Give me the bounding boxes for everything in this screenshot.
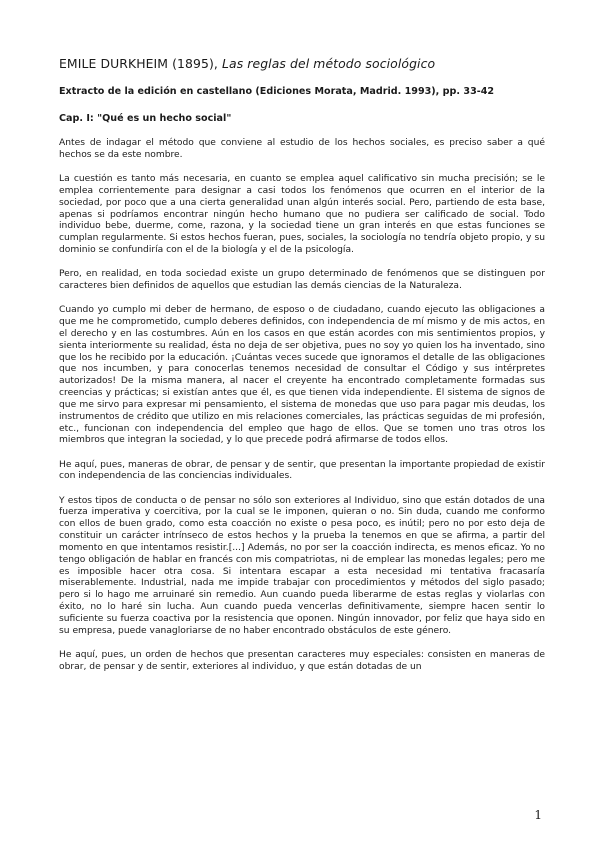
paragraph: Y estos tipos de conducta o de pensar no sólo son exteriores al Individuo, sino que están dotados de una fuerza imperativa y coercitiva, por la cual se le imponen, quieran o no. Sin duda, cuando me conformo con ellos de buen grado, como esta coacción no existe o pesa poco, es inútil; pero no por esto deja de constituir un carácter intrínseco de estos hechos y la prueba la tenemos en que se afirma, a partir del momento en que intentamos resistir.[...] Además, no por ser la coacción indirecta, es menos eficaz. Yo no tengo obligación de hablar en francés con mis compatriotas, ni de emplear las monedas legales; pero me es imposible hacer otra cosa. Si intentara escapar a esta necesidad mi tentativa fracasaría miserablemente. Industrial, nada me impide trabajar con procedimientos y métodos del siglo pasado; pero si lo hago me arruinaré sin remedio. Aun cuando pueda liberarme de estas reglas y violarlas con éxito, no lo haré sin lucha. Aun cuando pueda vencerlas definitivamente, siempre hacen sentir lo suficiente su fuerza coactiva por la resistencia que oponen. Ningún innovador, por feliz que haya sido en su empresa, puede vanagloriarse de no haber encontrado obstáculos de este género. (59, 495, 545, 636)
document-subtitle: Extracto de la edición en castellano (Ediciones Morata, Madrid. 1993), pp. 33-42 (59, 86, 495, 97)
paragraph: Antes de indagar el método que conviene al estudio de los hechos sociales, es preciso saber a qué hechos se da este nombre. (59, 138, 545, 160)
paragraph: He aquí, pues, un orden de hechos que presentan caracteres muy especiales: consisten en maneras de obrar, de pensar y de sentir, exteriores al individuo, y que están dotadas de un (59, 650, 545, 672)
paragraph: La cuestión es tanto más necesaria, en cuanto se emplea aquel calificativo sin mucha precisión; se le emplea corrientemente para designar a casi todos los fenómenos que ocurren en el interior de la sociedad, por poco que a una cierta generalidad unan algún interés social. Pero, partiendo de esta base, apenas si podríamos encontrar ningún hecho humano que no pudiera ser calificado de social. Todo individuo bebe, duerme, come, razona, y la sociedad tiene un gran interés en que estas funciones se cumplan regularmente. Si estos hechos fueran, pues, sociales, la sociología no tendría objeto propio, y su dominio se confundiría con el de la biología y el de la psicología. (59, 173, 545, 256)
document-title (59, 56, 549, 71)
paragraph: Cuando yo cumplo mi deber de hermano, de esposo o de ciudadano, cuando ejecuto las obligaciones a que me he comprometido, cumplo deberes definidos, con independencia de mí mismo y de mis actos, en el derecho y en las costumbres. Aún en los casos en que están acordes con mis sentimientos propios, y sienta interiormente su realidad, ésta no deja de ser objetiva, pues no soy yo quien los ha inventado, sino que los he recibido por la educación. ¡Cuántas veces sucede que ignoramos el detalle de las obligaciones que nos incumben, y para conocerlas tenemos necesidad de consultar el Código y sus intérpretes autorizados! De la misma manera, al nacer el creyente ha encontrado completamente formadas sus creencias y prácticas; si existían antes que él, es que tienen vida independiente. El sistema de signos de que me sirvo para expresar mi pensamiento, el sistema de monedas que uso para pagar mis deudas, los instrumentos de crédito que utilizo en mis relaciones comerciales, las prácticas seguidas de mi profesión, etc., funcionan con independencia del empleo que hago de ellos. Que se tomen uno tras otros los miembros que integran la sociedad, y lo que precede podrá afirmarse de todos ellos. (59, 305, 545, 446)
body-text (59, 138, 545, 686)
paragraph: Pero, en realidad, en toda sociedad existe un grupo determinado de fenómenos que se distinguen por caracteres bien definidos de aquellos que estudian las demás ciencias de la Naturaleza. (59, 269, 545, 292)
paragraph: He aquí, pues, maneras de obrar, de pensar y de sentir, que presentan la importante propiedad de existir con independencia de las conciencias individuales. (59, 459, 545, 482)
chapter-heading: Cap. I: "Qué es un hecho social" (59, 113, 232, 124)
title-author: EMILE DURKHEIM (1895), (59, 56, 222, 71)
page-number: 1 (534, 808, 542, 822)
title-book: Las reglas del método sociológico (222, 56, 436, 71)
